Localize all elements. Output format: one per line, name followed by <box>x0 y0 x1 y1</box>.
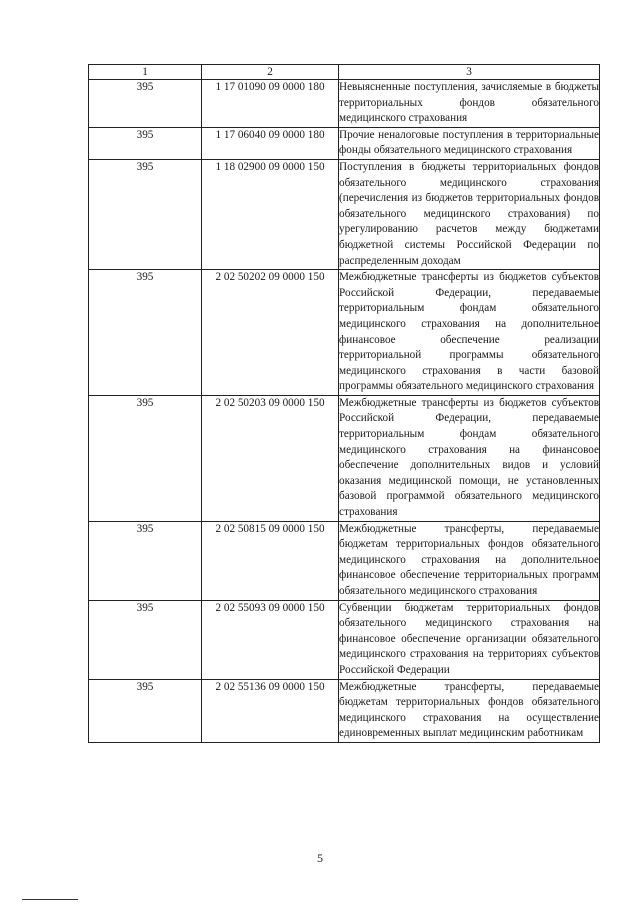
column-header-1: 1 <box>89 65 202 80</box>
admin-code-cell: 395 <box>89 159 202 269</box>
revenue-code-cell: 2 02 55093 09 0000 150 <box>202 600 339 679</box>
revenue-code-cell: 2 02 50202 09 0000 150 <box>202 270 339 396</box>
revenue-code-cell: 2 02 50815 09 0000 150 <box>202 521 339 600</box>
table-row <box>89 159 600 269</box>
table-row <box>89 600 600 679</box>
revenue-description-cell: Невыясненные поступления, зачисляемые в бюджеты территориальных фондов обязательного медицинского страхования <box>339 80 600 128</box>
revenue-code-cell: 1 17 06040 09 0000 180 <box>202 127 339 159</box>
admin-code-cell: 395 <box>89 127 202 159</box>
table-row <box>89 270 600 396</box>
footer-divider <box>22 899 78 900</box>
revenue-code-cell: 1 18 02900 09 0000 150 <box>202 159 339 269</box>
table-row <box>89 80 600 128</box>
revenue-code-cell: 2 02 50203 09 0000 150 <box>202 395 339 521</box>
table-header-row <box>89 65 600 80</box>
revenue-description-cell: Межбюджетные трансферты из бюджетов субъектов Российской Федерации, передаваемые территориальным фондам обязательного медицинского страхования на дополнительное финансовое обеспечение реализации территориальной программы обязательного медицинского страхования в части базовой программы обязательного медицинского страхования <box>339 270 600 396</box>
revenue-code-cell: 2 02 55136 09 0000 150 <box>202 679 339 742</box>
table-row <box>89 127 600 159</box>
revenue-description-cell: Субвенции бюджетам территориальных фондов обязательного медицинского страхования на финансовое обеспечение организации обязательного медицинского страхования на территориях субъектов Российской Федерации <box>339 600 600 679</box>
admin-code-cell: 395 <box>89 270 202 396</box>
column-header-2: 2 <box>202 65 339 80</box>
revenue-code-cell: 1 17 01090 09 0000 180 <box>202 80 339 128</box>
table-row <box>89 395 600 521</box>
revenue-description-cell: Межбюджетные трансферты, передаваемые бюджетам территориальных фондов обязательного медицинского страхования на осуществление единовременных выплат медицинским работникам <box>339 679 600 742</box>
admin-code-cell: 395 <box>89 600 202 679</box>
admin-code-cell: 395 <box>89 80 202 128</box>
revenue-description-cell: Межбюджетные трансферты, передаваемые бюджетам территориальных фондов обязательного медицинского страхования на дополнительное финансовое обеспечение территориальных программ обязательного медицинского страхования <box>339 521 600 600</box>
budget-codes-table <box>88 64 600 743</box>
revenue-description-cell: Межбюджетные трансферты из бюджетов субъектов Российской Федерации, передаваемые территориальным фондам обязательного медицинского страхования на финансовое обеспечение дополнительных видов и условий оказания медицинской помощи, не установленных базовой программой обязательного медицинского страхования <box>339 395 600 521</box>
page-number: 5 <box>317 851 323 865</box>
admin-code-cell: 395 <box>89 395 202 521</box>
table-row <box>89 521 600 600</box>
admin-code-cell: 395 <box>89 521 202 600</box>
revenue-description-cell: Поступления в бюджеты территориальных фондов обязательного медицинского страхования (перечисления из бюджетов территориальных фондов обязательного медицинского страхования) по урегулированию расчетов между бюджетами бюджетной системы Российской Федерации по распределенным доходам <box>339 159 600 269</box>
revenue-description-cell: Прочие неналоговые поступления в территориальные фонды обязательного медицинского страхования <box>339 127 600 159</box>
admin-code-cell: 395 <box>89 679 202 742</box>
table-row <box>89 679 600 742</box>
column-header-3: 3 <box>339 65 600 80</box>
